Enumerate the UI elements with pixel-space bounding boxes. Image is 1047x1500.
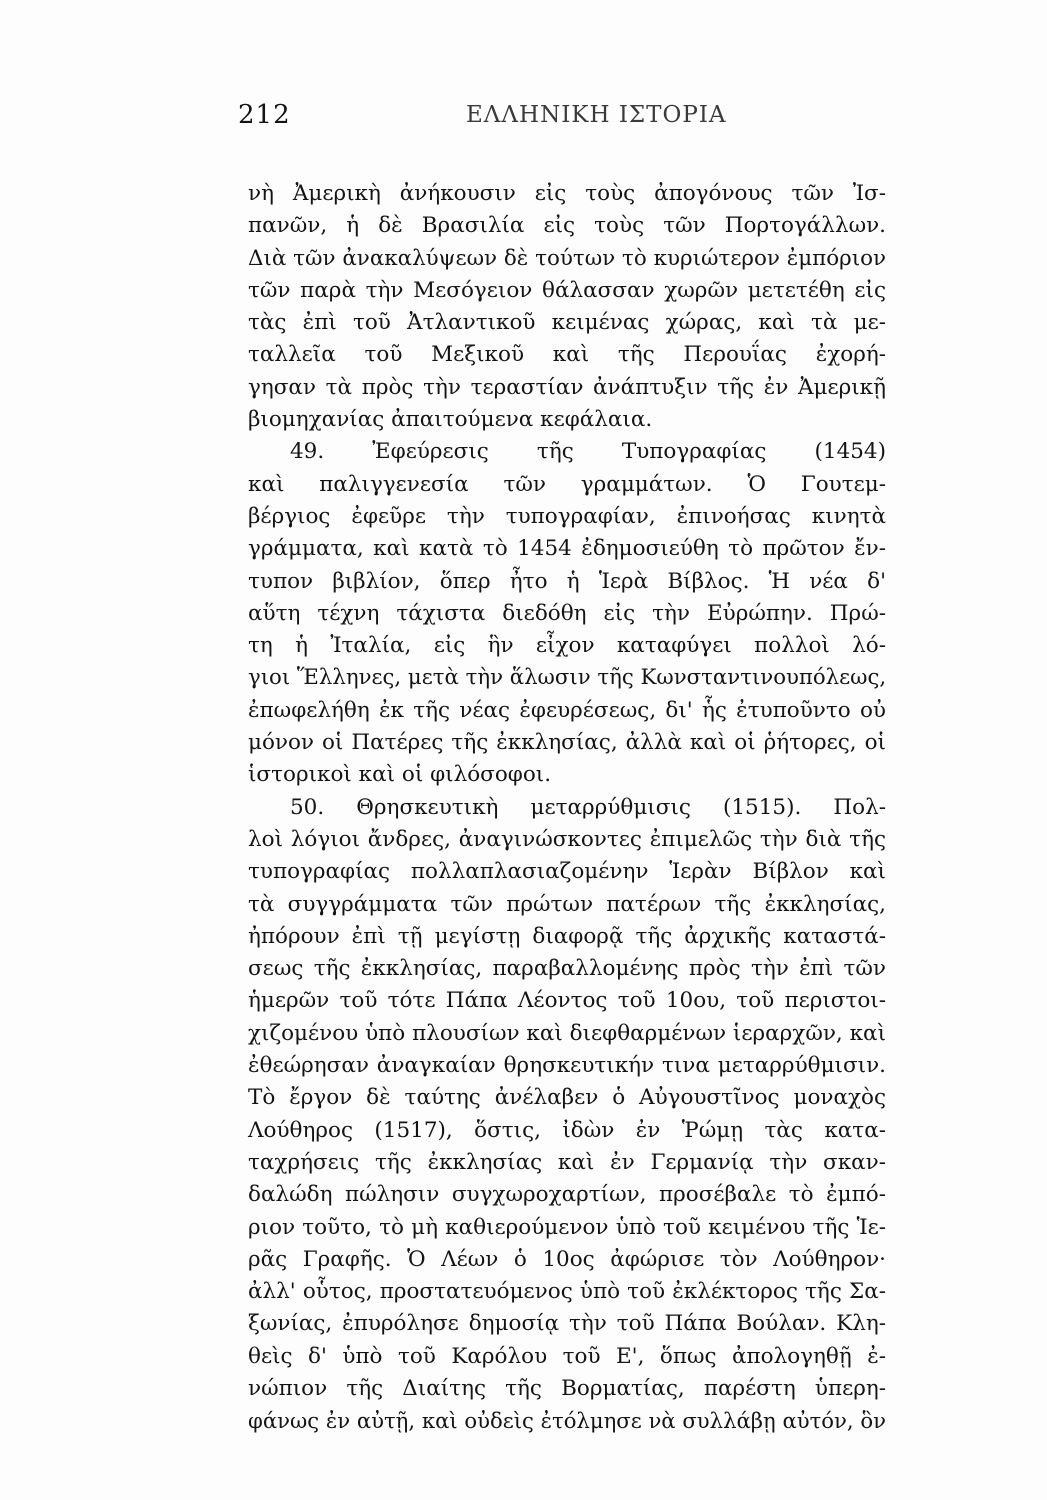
- text-line: βιομηχανίας ἀπαιτούμενα κεφάλαια.: [248, 407, 653, 433]
- text-line: τὰς ἐπὶ τοῦ Ἀτλαντικοῦ κειμένας χώρας, καὶ τὰ με-: [248, 310, 886, 336]
- page-header: [238, 100, 888, 140]
- text-line: ἡμερῶν τοῦ τότε Πάπα Λέοντος τοῦ 10ου, τοῦ περιστοι-: [248, 988, 886, 1014]
- text-line: σεως τῆς ἐκκλησίας, παραβαλλομένης πρὸς τὴν ἐπὶ τῶν: [248, 956, 886, 982]
- text-line: καὶ παλιγγενεσία τῶν γραμμάτων. Ὁ Γουτεμ-: [248, 471, 886, 497]
- text-line: τυπογραφίας πολλαπλασιαζομένην Ἱερὰν Βίβλον καὶ: [248, 859, 886, 885]
- text-line: αὕτη τέχνη τάχιστα διεδόθη εἰς τὴν Εὐρώπην. Πρώ-: [248, 600, 886, 626]
- text-line: ταχρήσεις τῆς ἐκκλησίας καὶ ἐν Γερμανίᾳ τὴν σκαν-: [248, 1149, 886, 1175]
- text-line: ἱστορικοὶ καὶ οἱ φιλόσοφοι.: [248, 762, 552, 788]
- section-heading-line: 50. Θρησκευτικὴ μεταρρύθμισις (1515). Πολ-: [290, 794, 886, 820]
- paragraph-1: [248, 178, 886, 436]
- body-text: [248, 178, 886, 1438]
- text-line: τὰ συγγράμματα τῶν πρώτων πατέρων τῆς ἐκκλησίας,: [248, 891, 886, 917]
- text-line: γιοι Ἕλληνες, μετὰ τὴν ἅλωσιν τῆς Κωνσταντινουπόλεως,: [248, 665, 887, 691]
- text-line: δαλώδη πώλησιν συγχωροχαρτίων, προσέβαλε τὸ ἐμπό-: [248, 1182, 886, 1208]
- text-line: θεὶς δ' ὑπὸ τοῦ Καρόλου τοῦ Ε', ὅπως ἀπολογηθῇ ἐ-: [248, 1343, 886, 1369]
- text-line: νὴ Ἀμερικὴ ἀνήκουσιν εἰς τοὺς ἀπογόνους τῶν Ἰσ-: [248, 181, 886, 206]
- text-line: ταλλεῖα τοῦ Μεξικοῦ καὶ τῆς Περουΐας ἐχορή-: [248, 342, 886, 368]
- text-line: φάνως ἐν αὐτῇ, καὶ οὐδεὶς ἐτόλμησε νὰ συλλάβῃ αὐτόν, ὃν: [248, 1408, 886, 1434]
- text-line: λοὶ λόγιοι ἄνδρες, ἀναγινώσκοντες ἐπιμελῶς τὴν διὰ τῆς: [248, 826, 886, 852]
- text-line: τυπον βιβλίον, ὅπερ ἦτο ἡ Ἱερὰ Βίβλος. Ἡ νέα δ': [248, 568, 886, 594]
- text-line: ἀλλ' οὗτος, προστατευόμενος ὑπὸ τοῦ ἐκλέκτορος τῆς Σα-: [248, 1279, 886, 1305]
- text-line: τη ἡ Ἰταλία, εἰς ἣν εἶχον καταφύγει πολλοὶ λό-: [248, 633, 886, 659]
- text-line: νώπιον τῆς Διαίτης τῆς Βορματίας, παρέστη ὑπερη-: [248, 1375, 886, 1401]
- text-line: Διὰ τῶν ἀνακαλύψεων δὲ τούτων τὸ κυριώτερον ἐμπόριον: [248, 245, 886, 271]
- page-number: 212: [238, 100, 291, 130]
- text-line: ξωνίας, ἐπυρόλησε δημοσίᾳ τὴν τοῦ Πάπα Βούλαν. Κλη-: [248, 1311, 886, 1337]
- text-line: πανῶν, ἡ δὲ Βρασιλία εἰς τοὺς τῶν Πορτογάλλων.: [248, 213, 886, 239]
- text-line: ρᾶς Γραφῆς. Ὁ Λέων ὁ 10ος ἀφώρισε τὸν Λούθηρον·: [248, 1246, 886, 1272]
- text-line: τῶν παρὰ τὴν Μεσόγειον θάλασσαν χωρῶν μετετέθη εἰς: [248, 277, 886, 303]
- text-line: γησαν τὰ πρὸς τὴν τεραστίαν ἀνάπτυξιν τῆς ἐν Ἀμερικῇ: [248, 374, 886, 400]
- text-line: ἠπόρουν ἐπὶ τῇ μεγίστῃ διαφορᾷ τῆς ἀρχικῆς καταστά-: [248, 923, 886, 949]
- text-line: χιζομένου ὑπὸ πλουσίων καὶ διεφθαρμένων ἱεραρχῶν, καὶ: [248, 1020, 886, 1046]
- text-line: μόνον οἱ Πατέρες τῆς ἐκκλησίας, ἀλλὰ καὶ οἱ ῥήτορες, οἱ: [248, 730, 886, 756]
- section-49: [248, 436, 886, 791]
- text-line: Τὸ ἔργον δὲ ταύτης ἀνέλαβεν ὁ Αὐγουστῖνος μοναχὸς: [248, 1085, 886, 1111]
- text-line: βέργιος ἐφεῦρε τὴν τυπογραφίαν, ἐπινοήσας κινητὰ: [248, 503, 886, 529]
- text-line: Λούθηρος (1517), ὅστις, ἰδὼν ἐν Ῥώμῃ τὰς κατα-: [248, 1117, 886, 1143]
- text-line: ριον τοῦτο, τὸ μὴ καθιερούμενον ὑπὸ τοῦ κειμένου τῆς Ἱε-: [248, 1214, 886, 1240]
- section-50: [248, 792, 886, 1438]
- running-title: ΕΛΛΗΝΙΚΗ ΙΣΤΟΡΙΑ: [466, 102, 727, 128]
- text-line: ἐπωφελήθη ἐκ τῆς νέας ἐφευρέσεως, δι' ἧς ἐτυποῦντο οὐ: [248, 697, 886, 723]
- section-heading-line: 49. Ἐφεύρεσις τῆς Τυπογραφίας (1454): [290, 439, 886, 465]
- text-line: ἐθεώρησαν ἀναγκαίαν θρησκευτικήν τινα μεταρρύθμισιν.: [248, 1053, 886, 1079]
- text-line: γράμματα, καὶ κατὰ τὸ 1454 ἐδημοσιεύθη τὸ πρῶτον ἔν-: [248, 536, 886, 562]
